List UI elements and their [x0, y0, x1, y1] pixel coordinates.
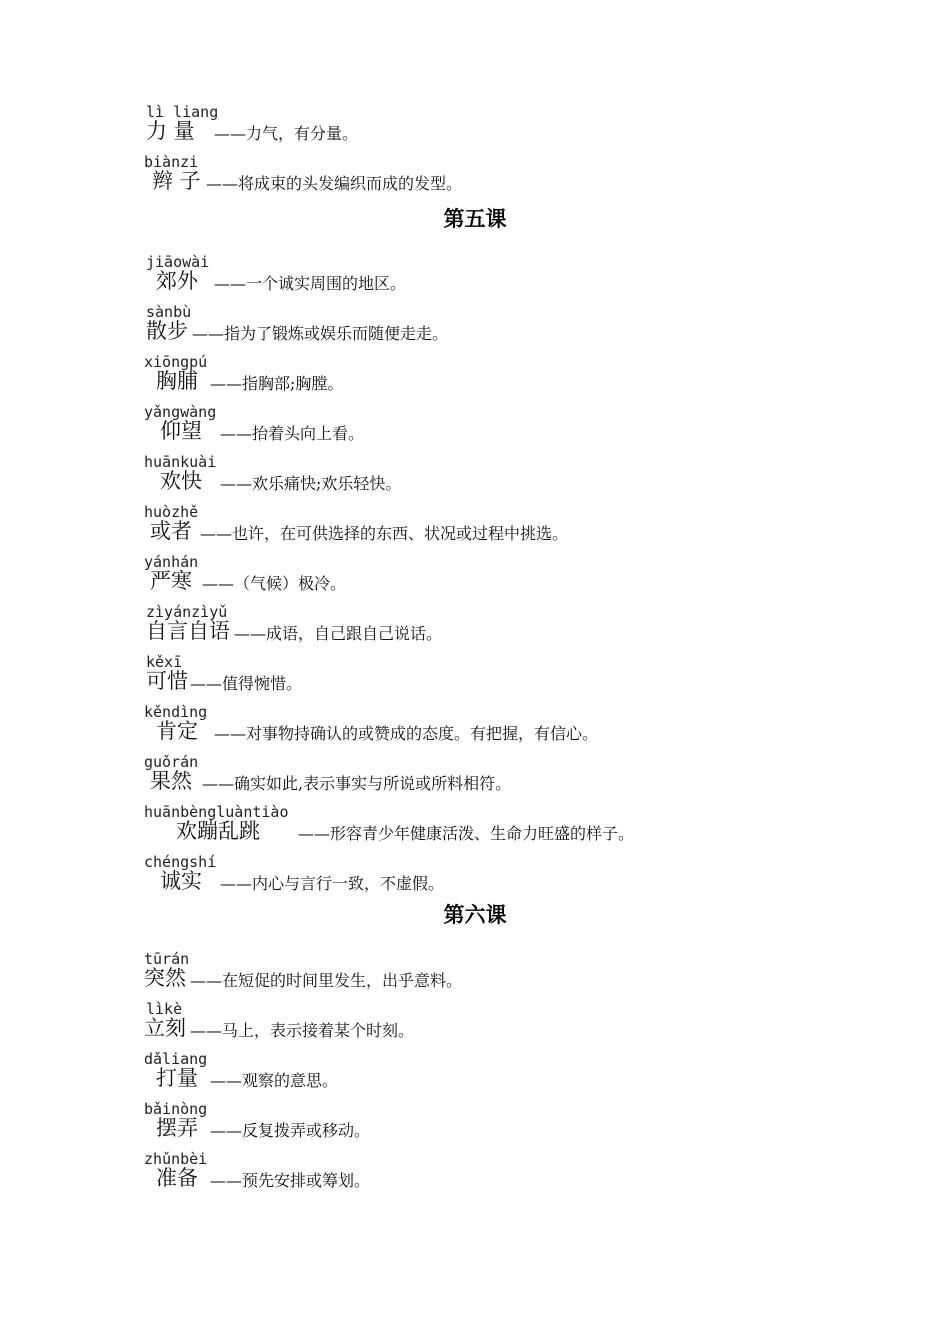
- vocab-entry: [0, 254, 950, 304]
- vocab-definition: ——一个诚实周围的地区。: [214, 274, 407, 293]
- vocab-word: 自言自语: [146, 619, 230, 643]
- vocab-definition: ——抬着头向上看。: [220, 424, 365, 443]
- vocab-entry: [0, 604, 950, 654]
- vocab-entry: [0, 951, 950, 1001]
- vocab-entry: [0, 704, 950, 754]
- vocab-word: 准备: [156, 1166, 198, 1190]
- vocab-word: 果然: [150, 769, 192, 793]
- vocab-definition: ——对事物持确认的或赞成的态度。有把握，有信心。: [214, 724, 599, 743]
- vocab-entry: [0, 1151, 950, 1201]
- vocab-definition: ——预先安排或筹划。: [210, 1171, 371, 1190]
- vocab-definition: ——（气候）极冷。: [202, 574, 347, 593]
- vocab-word: 仰望: [160, 419, 202, 443]
- vocab-definition: ——也许，在可供选择的东西、状况或过程中挑选。: [200, 524, 569, 543]
- pinyin: sànbù: [146, 303, 192, 321]
- lesson-heading: 第六课: [443, 903, 507, 927]
- vocab-definition: ——马上，表示接着某个时刻。: [190, 1021, 415, 1040]
- pinyin: huòzhě: [144, 503, 199, 521]
- vocab-definition: ——成语，自己跟自己说话。: [234, 624, 443, 643]
- vocab-entry: [0, 1051, 950, 1101]
- vocab-word: 突然: [144, 966, 186, 990]
- pinyin: huānbèngluàntiào: [144, 803, 289, 821]
- pinyin: huānkuài: [144, 453, 217, 471]
- pinyin: kěndìng: [144, 703, 208, 721]
- pinyin: jiāowài: [146, 253, 210, 271]
- vocab-word: 摆弄: [156, 1116, 198, 1140]
- pinyin: bǎinòng: [144, 1100, 208, 1118]
- vocab-entry: [0, 804, 950, 854]
- vocab-entry: [0, 554, 950, 604]
- vocab-entry: [0, 754, 950, 804]
- vocab-entry: [0, 454, 950, 504]
- pinyin: tūrán: [144, 950, 190, 968]
- vocab-definition: ——值得惋惜。: [190, 674, 303, 693]
- vocab-definition: ——力气，有分量。: [214, 124, 359, 143]
- pinyin: biànzi: [144, 153, 199, 171]
- pinyin: lì liang: [146, 103, 219, 121]
- vocab-entry: [0, 854, 950, 904]
- pinyin: kěxī: [146, 653, 183, 671]
- pinyin: dǎliang: [144, 1050, 208, 1068]
- vocab-entry: [0, 1101, 950, 1151]
- vocab-definition: ——在短促的时间里发生，出乎意料。: [190, 971, 463, 990]
- pinyin: yǎngwàng: [144, 403, 217, 421]
- lesson-heading: 第五课: [443, 207, 507, 231]
- vocab-definition: ——欢乐痛快;欢乐轻快。: [220, 474, 402, 493]
- vocab-entry: [0, 104, 950, 154]
- vocab-word: 胸脯: [156, 369, 198, 393]
- vocab-definition: ——内心与言行一致，不虚假。: [220, 874, 445, 893]
- vocab-entry: [0, 154, 950, 204]
- vocab-entry: [0, 1001, 950, 1051]
- vocab-word: 欢蹦乱跳: [176, 819, 260, 843]
- vocab-word: 或者: [150, 519, 192, 543]
- vocab-word: 可惜: [146, 669, 188, 693]
- vocab-entry: [0, 504, 950, 554]
- pinyin: zhǔnbèi: [144, 1150, 208, 1168]
- pinyin: lìkè: [146, 1000, 183, 1018]
- vocab-definition: ——指胸部;胸膛。: [210, 374, 344, 393]
- pinyin: yánhán: [144, 553, 199, 571]
- vocab-word: 辫 子: [152, 169, 201, 193]
- vocab-definition: ——观察的意思。: [210, 1071, 339, 1090]
- vocab-word: 欢快: [160, 469, 202, 493]
- vocab-word: 散步: [146, 319, 188, 343]
- vocab-definition: ——指为了锻炼或娱乐而随便走走。: [192, 324, 449, 343]
- vocab-definition: ——反复拨弄或移动。: [210, 1121, 371, 1140]
- vocab-word: 力 量: [146, 119, 195, 143]
- vocab-word: 立刻: [144, 1016, 186, 1040]
- vocab-definition: ——确实如此,表示事实与所说或所料相符。: [202, 774, 512, 793]
- vocab-entry: [0, 654, 950, 704]
- vocab-definition: ——将成束的头发编织而成的发型。: [206, 174, 463, 193]
- pinyin: zìyánzìyǔ: [146, 603, 228, 621]
- vocab-entry: [0, 404, 950, 454]
- vocab-definition: ——形容青少年健康活泼、生命力旺盛的样子。: [298, 824, 635, 843]
- pinyin: guǒrán: [144, 753, 199, 771]
- vocab-word: 严寒: [150, 569, 192, 593]
- vocab-word: 肯定: [156, 719, 198, 743]
- pinyin: chéngshí: [144, 853, 217, 871]
- vocab-word: 诚实: [160, 869, 202, 893]
- pinyin: xiōngpú: [144, 353, 208, 371]
- vocab-entry: [0, 304, 950, 354]
- vocab-word: 打量: [156, 1066, 198, 1090]
- vocab-word: 郊外: [156, 269, 198, 293]
- vocab-entry: [0, 354, 950, 404]
